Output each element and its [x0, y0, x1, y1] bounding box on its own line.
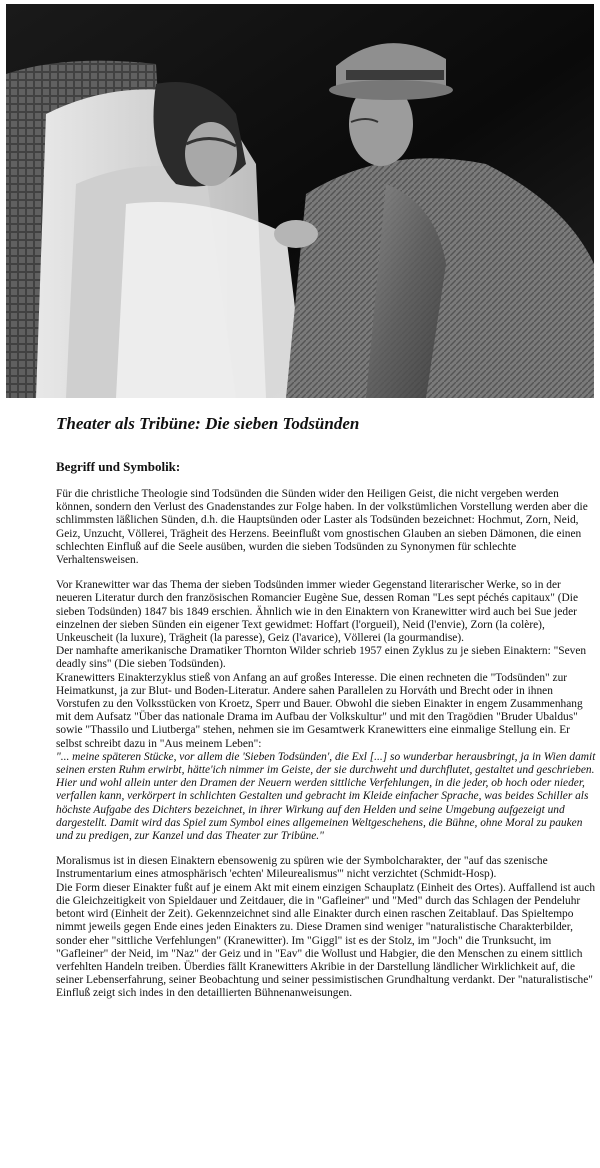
- paragraph-wilder: Der namhafte amerikanische Dramatiker Thornton Wilder schrieb 1957 einen Zyklus zu je sieben Einaktern: "Seven deadly sins" (Die sieben Todsünden).: [56, 645, 587, 671]
- paragraph-reception: Kranewitters Einakterzyklus stieß von Anfang an auf großes Interesse. Die einen rechneten die "Todsünden" zur Heimatkunst, ja zur Blut- und Boden-Literatur. Andere sahen Parallelen zu Horváth und Brecht oder in ihnen Vorstufen zu den Volksstücken von Kroetz, Sperr und Bauer. Obwohl die sieben Einakter in engem Zusammenhang mit dem Aufsatz "Über das nationale Drama im Aufbau der Volkskultur" und mit den Tragödien "Bruder Ubaldus" sowie "Thassilo und Liutberga" stehen, nehmen sie im Gesamtwerk Kranewitters eine einmalige Stellung ein. Er selbst schreibt dazu in "Aus meinem Leben":: [56, 671, 583, 750]
- paragraph-literary-history: Vor Kranewitter war das Thema der sieben Todsünden immer wieder Gegenstand literarischer Werke, so in der neueren Literatur durch den französischen Romancier Eugène Sue, dessen Roman "Les sept péchés capitaux" (Die sieben Todsünden) 1847 bis 1849 erschien. Ähnlich wie in den Einaktern von Kranewitter wird auch bei Sue jeder einzelnen der sieben Sünden ein eigener Text gewidmet: Hoffart (l'orgueil), Neid (l'envie), Zorn (la colère), Unkeuscheit (la luxure), Trägheit (la paresse), Geiz (l'avarice), Völlerei (la gourmandise).: [56, 579, 579, 645]
- paragraph-quote: "... meine späteren Stücke, vor allem die 'Sieben Todsünden', die Exl [...] so wunderbar herausbringt, ja in Wien damit seinen ersten Ruhm erwirbt, hätte'ich nimmer im Geiste, der sie durchweht und durchflutet, gestaltet und geschrieben. Hier und wohl allein unter den Dramen der Neuern werden sittliche Verfehlungen, in die jeder, ob hoch oder nieder, verfallen kann, verkörpert in schlichten Gestalten und gebracht im Kleide einfacher Sprache, was beides Schiller als höchste Aufgabe des Dichters bezeichnet, in ihrer Wirkung auf den Helden und seine Umgebung aufgezeigt und dargestellt. Damit wird das Spiel zum Symbol eines allgemeinen Weltgeschehens, die Bühne, ohne Moral zu pauken und zu predigen, zur Kanzel und das Theater zur Tribüne.": [56, 750, 596, 843]
- article-body: [56, 488, 596, 1001]
- paragraph-theology: Für die christliche Theologie sind Todsünden die Sünden wider den Heiligen Geist, die nicht vergeben werden können, sondern den Verlust des Gnadenstandes zur Folge haben. In der volkstümlichen Vorstellung werden aber die schlimmsten läßlichen Sünden, d.h. die Hauptsünden oder Laster als Todsünden bezeichnet: Hochmut, Zorn, Neid, Geiz, Unzucht, Völlerei, Trägheit des Herzens. Beeinflußt vom gnostischen Glauben an sieben Dämonen, die einen schlechten Einfluß auf die Seele ausüben, wurden die sieben Todsünden zu Synonymen für schlechte Verhaltensweisen.: [56, 488, 588, 567]
- stage-photo: [6, 4, 594, 398]
- paragraph-moralism: Moralismus ist in diesen Einaktern ebensowenig zu spüren wie der Symbolcharakter, der "auf das szenische Instrumentarium eines atmosphärisch 'echten' Mileurealismus'" nicht verzichtet (Schmidt-Hosp).: [56, 855, 548, 881]
- paragraph-form: Die Form dieser Einakter fußt auf je einem Akt mit einem einzigen Schauplatz (Einheit des Ortes). Auffallend ist auch die Gleichzeitigkeit von Spieldauer und Zeitdauer, die in "Gafleiner" und "Med" durch das Schlagen der Pendeluhr betont wird (Einheit der Zeit). Gekennzeichnet sind alle Einakter durch einen raschen Zeitablauf. Das Spieltempo nimmt jeweils gegen Ende eines jeden Einakters zu. Diese Dramen sind weniger "naturalistische Charakterbilder, sonder eher "sittliche Verfehlungen" (Kranewitter). Im "Giggl" ist es der Stolz, im "Joch" die Trunksucht, im "Gafleiner" der Neid, im "Naz" der Geiz und in "Eav" die Wollust und Habgier, die den Menschen zu einem sittlich verfehlten Handeln treiben. Überdies fällt Kranewitters Akribie in der Darstellung ländlicher Wirklichkeit auf, die seiner Lebenserfahrung, seiner Beobachtung und seiner pessimistischen Grundhaltung verdankt. Der "naturalistische" Einfluß zeigt sich indes in den detaillierten Bühnenanweisungen.: [56, 881, 596, 1000]
- document-title: Theater als Tribüne: Die sieben Todsünden: [56, 414, 360, 433]
- section-heading: Begriff und Symbolik:: [56, 459, 181, 474]
